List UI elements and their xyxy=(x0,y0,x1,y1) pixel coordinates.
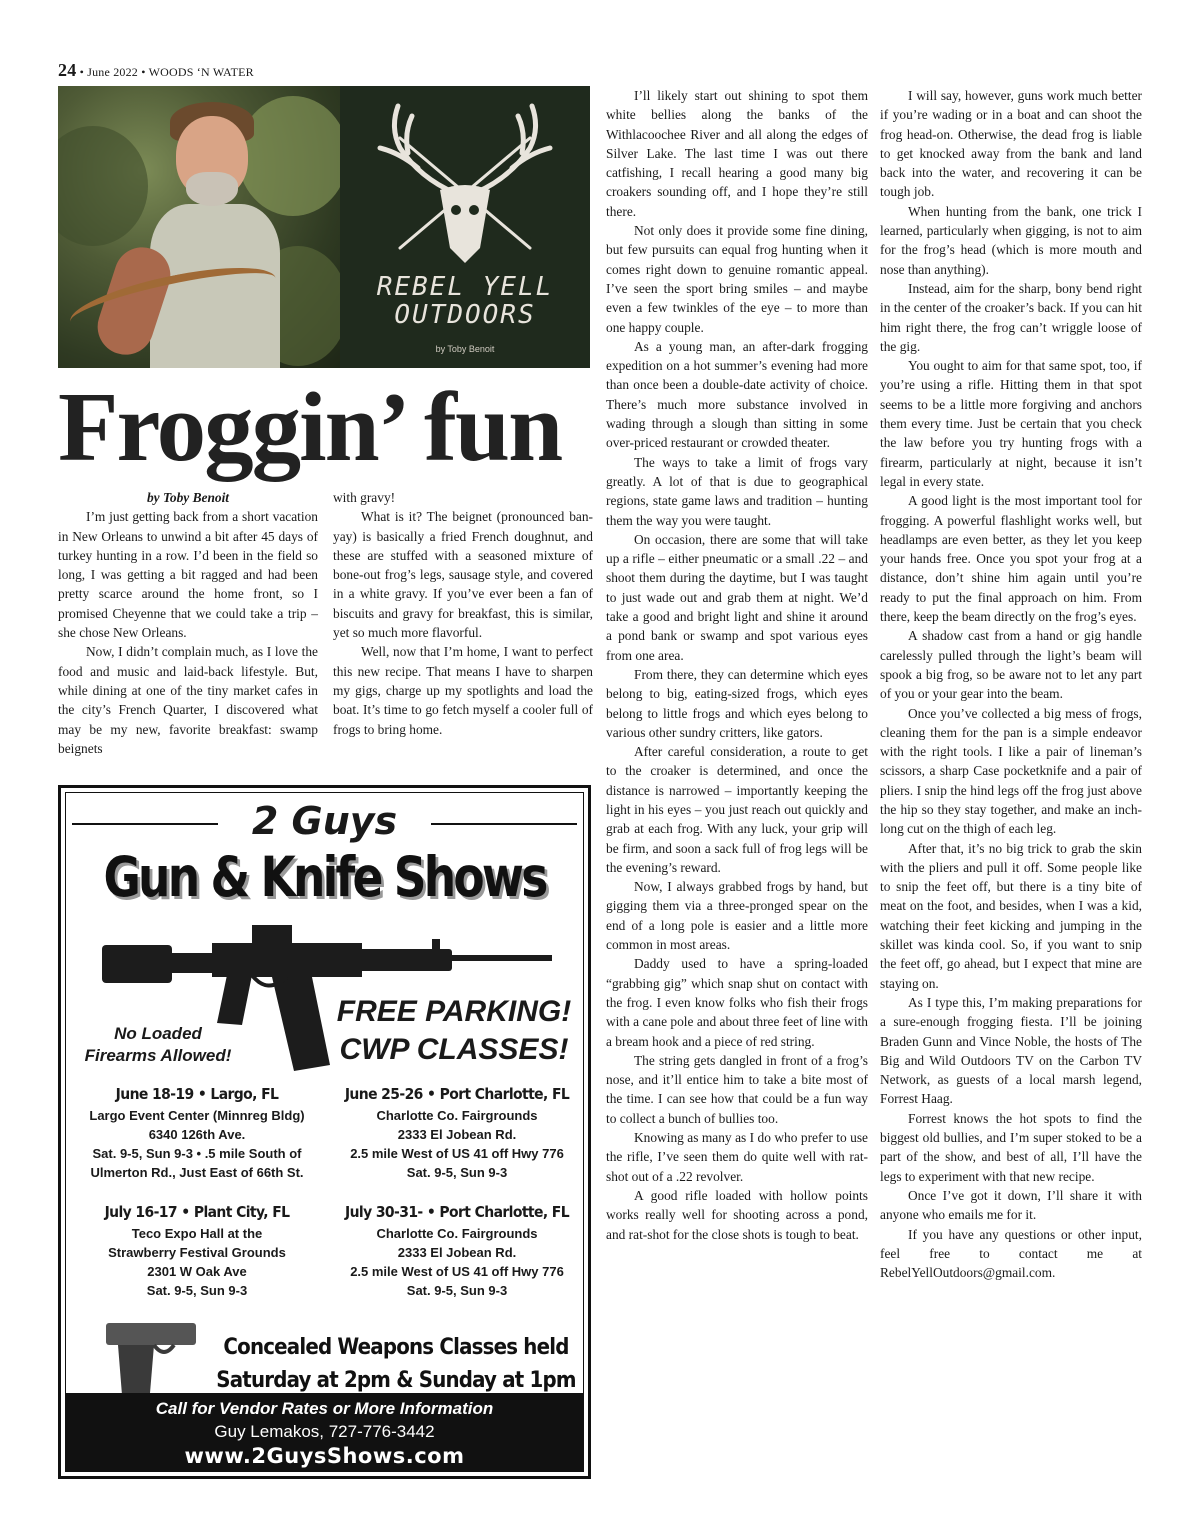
ad-brand: 2 Guys xyxy=(251,799,398,843)
ad-title: Gun & Knife Shows xyxy=(103,845,546,909)
vendor-info-text: Call for Vendor Rates or More Information xyxy=(155,1399,494,1418)
article-column-1 xyxy=(58,488,318,758)
logo-line-1: REBEL YELL xyxy=(376,272,554,302)
paragraph: with gravy! xyxy=(333,490,396,505)
paragraph: As I type this, I’m making preparations for a sure-enough frogging fiesta. I’ll be joining Braden Gunn and Vince Noble, the hosts of The Big and Wild Outdoors TV on the Carbon TV Network, as guests of a local marsh legend, Forrest Haag. xyxy=(880,994,1142,1107)
event-line: Charlotte Co. Fairgrounds xyxy=(376,1108,538,1123)
free-parking-callout xyxy=(334,993,574,1069)
classes-line: Concealed Weapons Classes held xyxy=(223,1335,569,1360)
deer-skull-icon xyxy=(360,98,570,268)
paragraph: Knowing as many as I do who prefer to use the rifle, I’ve seen them do quite well with rat-shot out of a .22 revolver. xyxy=(606,1130,868,1184)
paragraph: The ways to take a limit of frogs vary greatly. A lot of that is due to geographical regions, state game laws and tradition – hunting them the way you were taught. xyxy=(606,454,868,528)
ad-footer xyxy=(66,1393,583,1471)
header-image xyxy=(58,86,590,368)
event-heading: July 16-17 • Plant City, FL xyxy=(104,1203,290,1221)
paragraph: A good light is the most important tool for frogging. A powerful flashlight works well, but headlamps are even better, as they let you keep your hands free. Once you spot your frog at a distance, don’t shine him again until you’re ready to put the final approach on him. From there, keep the beam directly on the frog’s eyes. xyxy=(880,493,1142,625)
paragraph: Now, I didn’t complain much, as I love the food and music and laid-back lifestyle. But, while dining at one of the tiny market cafes in the city’s French Quarter, I discovered what may be my new, favorite breakfast: swamp beignets xyxy=(58,644,318,756)
paragraph: Now, I always grabbed frogs by hand, but gigging them via a three-pronged spear on the end of a long pole is easier and a little more common in most areas. xyxy=(606,879,868,953)
event-line: 2.5 mile West of US 41 off Hwy 776 xyxy=(350,1146,564,1161)
event-line: 6340 126th Ave. xyxy=(148,1127,246,1142)
article-column-2 xyxy=(333,488,593,739)
paragraph: I will say, however, guns work much better if you’re wading or in a boat and can shoot the frog head-on. Otherwise, the dead frog is liable to get knocked away from the bank and land back into the water, and recovering it can be tough job. xyxy=(880,88,1142,200)
event-line: Teco Expo Hall at the xyxy=(131,1226,263,1241)
event-line: 2333 El Jobean Rd. xyxy=(397,1127,517,1142)
logo-byline: by Toby Benoit xyxy=(435,344,495,354)
author-photo xyxy=(58,86,340,368)
contact-phone: Guy Lemakos, 727-776-3442 xyxy=(214,1422,435,1441)
article-column-4 xyxy=(880,86,1142,1282)
paragraph: Well, now that I’m home, I want to perfect this new recipe. That means I have to sharpen my gigs, charge up my spotlights and load the boat. It’s time to go fetch myself a cooler full of frogs to bring home. xyxy=(333,644,593,737)
paragraph: The string gets dangled in front of a frog’s nose, and it’ll entice him to take a bite most of the time. I can see how that could be a fun way to collect a bunch of bullies too. xyxy=(606,1052,868,1126)
event-line: Largo Event Center (Minnreg Bldg) xyxy=(89,1108,305,1123)
event-listing xyxy=(72,1085,322,1182)
paragraph: I’m just getting back from a short vacation in New Orleans to unwind a bit after 45 days of turkey hunting in a row. I’d been in the field so long, I was getting a bit ragged and had been pretty scarce around the home front, so I promised Cheyenne that we could take a trip – she chose New Orleans. xyxy=(58,509,318,641)
paragraph: Not only does it provide some fine dining, but few pursuits can equal frog hunting when it comes right down to genuine romantic appeal. I’ve seen the sport bring smiles – and maybe even a few twinkles of the eye – to more than one happy couple. xyxy=(606,223,868,335)
paragraph: As a young man, an after-dark frogging expedition on a hot summer’s evening had more than once been a double-date activity of choice. There’s much more substance involved in wading through a slough than sitting in some over-priced restaurant or crowded theater. xyxy=(606,338,868,451)
paragraph: After careful consideration, a route to get to the croaker is determined, and once the distance is narrowed – importantly keeping the light in his eyes – you just reach out quickly and grab at each frog. With any luck, your grip will be firm, and soon a sack full of frog legs will be the evening’s reward. xyxy=(606,744,868,875)
event-line: 2.5 mile West of US 41 off Hwy 776 xyxy=(350,1264,564,1279)
paragraph: A shadow cast from a hand or gig handle carelessly pulled through the light’s beam will spook a big frog, so be aware not to let any part of you or your gear into the beam. xyxy=(880,628,1142,702)
paragraph: I’ll likely start out shining to spot them white bellies along the banks of the Withlacoochee River and all along the edges of Silver Lake. The last time I was out there catfishing, I recall hearing a good many big croakers sounding off, and I hope they’re still there. xyxy=(606,88,868,219)
paragraph: On occasion, there are some that will take up a rifle – either pneumatic or a small .22 – and shoot them during the daytime, but I was taught to just wade out and grab them at night. We’d take a good and bright light and shine it around a pond bank or swamp and spot various eyes from one area. xyxy=(606,531,868,663)
cwp-classes-text: CWP CLASSES! xyxy=(339,1033,569,1066)
event-line: Sat. 9-5, Sun 9-3 xyxy=(146,1283,248,1298)
paragraph: What is it? The beignet (pronounced ban-yay) is basically a fried French doughnut, and these are stuffed with a seasoned mixture of bone-out frog’s legs, sausage style, and covered in a white gravy. If you’ve ever been a fan of biscuits and gravy for breakfast, this is similar, yet so much more flavorful. xyxy=(333,509,593,641)
issue-line: • June 2022 • WOODS ‘N WATER xyxy=(76,65,254,79)
event-heading: June 18-19 • Largo, FL xyxy=(115,1085,279,1103)
no-loaded-notice xyxy=(78,1023,238,1067)
notice-line: No Loaded xyxy=(114,1024,202,1043)
page-folio xyxy=(58,60,254,81)
event-listing xyxy=(332,1085,582,1182)
event-line: 2301 W Oak Ave xyxy=(147,1264,247,1279)
paragraph: Forrest knows the hot spots to find the biggest old bullies, and I’m super stoked to be a part of the show, and best of all, I’ll have the legs to experiment with that new recipe. xyxy=(880,1110,1142,1184)
paragraph: Once you’ve collected a big mess of frogs, cleaning them for the pan is a simple endeavor with the right tools. I like a pair of lineman’s scissors, a sharp Case pocketknife and a pair of pliers. I snip the hind legs off the frog just above the hip so they stay together, and make an inch-long cut on the thigh of each leg. xyxy=(880,705,1142,837)
classes-line: Saturday at 2pm & Sunday at 1pm xyxy=(216,1368,576,1393)
gun-show-advertisement xyxy=(58,785,591,1479)
website-url: www.2GuysShows.com xyxy=(184,1444,465,1468)
paragraph: Daddy used to have a spring-loaded “grabbing gig” which snap shut on contact with the frog. I even know folks who fish their frogs with a cane pole and about three feet of line with a bream hook and a piece of red string. xyxy=(606,956,868,1049)
event-line: Strawberry Festival Grounds xyxy=(108,1245,286,1260)
notice-line: Firearms Allowed! xyxy=(84,1046,232,1065)
paragraph: Once I’ve got it down, I’ll share it with anyone who emails me for it. xyxy=(880,1187,1142,1223)
free-parking-text: FREE PARKING! xyxy=(336,995,572,1028)
logo-line-2: OUTDOORS xyxy=(394,300,536,330)
event-heading: June 25-26 • Port Charlotte, FL xyxy=(344,1085,570,1103)
paragraph: Instead, aim for the sharp, bony bend right in the center of the croaker’s back. If you can hit him right there, the frog can’t wriggle loose of the gig. xyxy=(880,280,1142,354)
paragraph: You ought to aim for that same spot, too, if you’re using a rifle. Hitting them in that spot seems to be a little more forgiving and anchors them every time. Just be certain that you check the law before you try hunting frogs with a firearm, particularly at night, because it isn’t legal in every state. xyxy=(880,358,1142,489)
event-line: Sat. 9-5, Sun 9-3 xyxy=(406,1283,508,1298)
event-line: 2333 El Jobean Rd. xyxy=(397,1245,517,1260)
paragraph: If you have any questions or other input, feel free to contact me at RebelYellOutdoors@gmail.com. xyxy=(880,1226,1142,1281)
paragraph: From there, they can determine which eyes belong to big, eating-sized frogs, which eyes belong to little frogs and which eyes belong to various other sundry critters, like gators. xyxy=(606,666,868,740)
pistol-icon xyxy=(104,1319,200,1397)
paragraph: When hunting from the bank, one trick I learned, particularly when gigging, is not to aim for the frog’s head (which is more mouth and nose than anything). xyxy=(880,203,1142,277)
article-byline: by Toby Benoit xyxy=(146,490,230,505)
column-logo xyxy=(340,86,590,368)
event-line: Ulmerton Rd., Just East of 66th St. xyxy=(90,1165,304,1180)
page-number: 24 xyxy=(58,60,77,80)
event-line: Sat. 9-5, Sun 9-3 • .5 mile South of xyxy=(92,1146,302,1161)
event-line: Sat. 9-5, Sun 9-3 xyxy=(406,1165,508,1180)
event-listing xyxy=(72,1203,322,1300)
paragraph: A good rifle loaded with hollow points works really well for shooting across a pond, and rat-shot for the close shots is tough to beat. xyxy=(606,1187,868,1242)
event-heading: July 30-31- • Port Charlotte, FL xyxy=(344,1203,569,1221)
article-headline: Froggin’ fun xyxy=(58,373,562,482)
article-column-3 xyxy=(606,86,868,1244)
event-line: Charlotte Co. Fairgrounds xyxy=(376,1226,538,1241)
classes-callout xyxy=(206,1331,586,1397)
event-listing xyxy=(332,1203,582,1300)
paragraph: After that, it’s no big trick to grab the skin with the pliers and pull it off. Some people like to snip the feet off, but there is a tiny bite of meat on the foot, and besides, when I was a kid, watching their feet kicking and jumping in the skillet was kinda cool. So, if you want to snip the feet off, go ahead, but I expect that mine are staying on. xyxy=(880,840,1142,991)
